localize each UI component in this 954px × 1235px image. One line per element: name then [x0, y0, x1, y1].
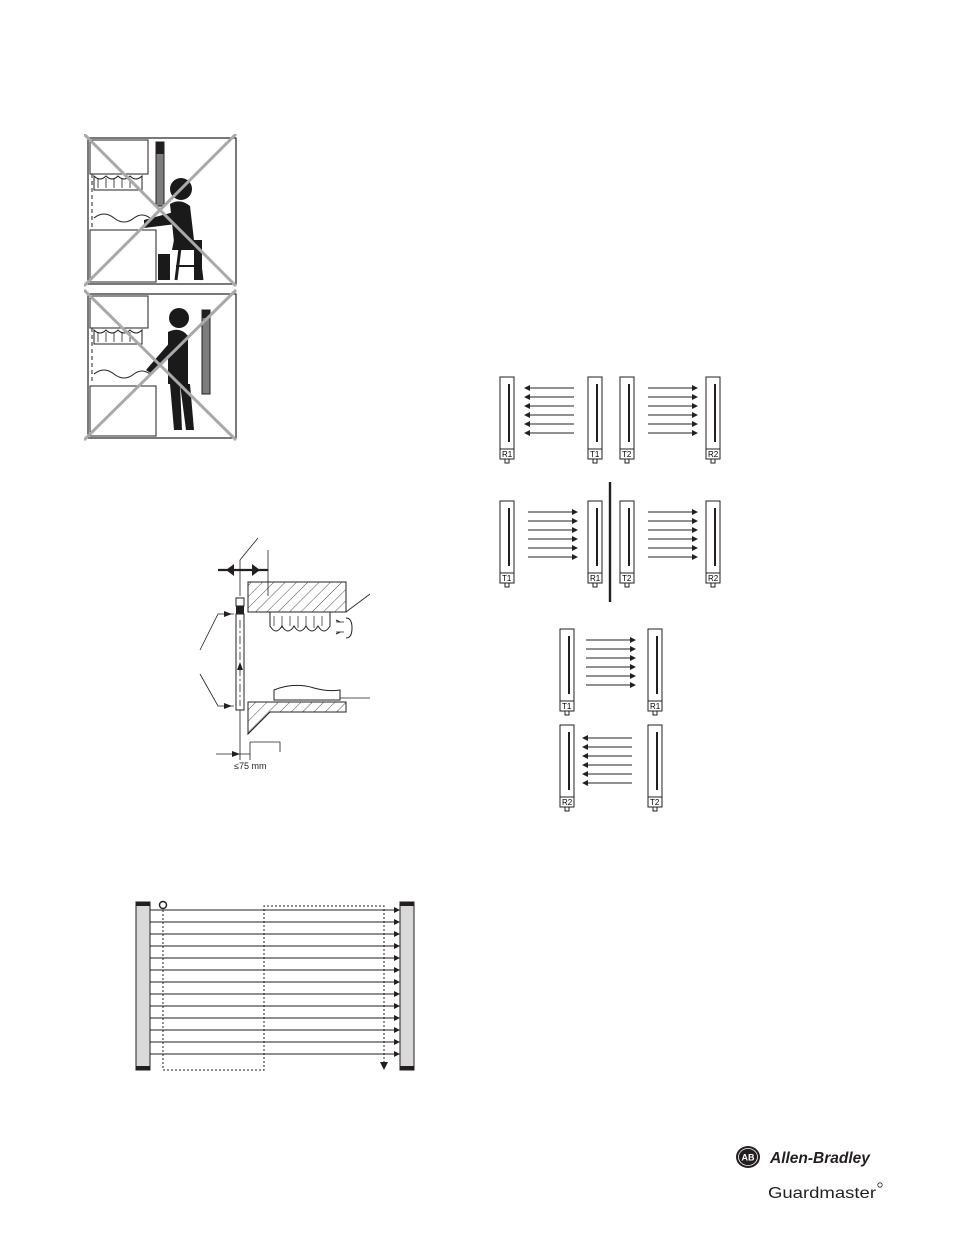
cascade-config-bottom: [556, 626, 668, 818]
sensor-label: T1: [502, 574, 512, 583]
max-gap-dimension-label: ≤75 mm: [234, 761, 267, 771]
light-curtain-side-view: [236, 598, 244, 710]
guardmaster-logo: [766, 1178, 886, 1204]
sensor-label: T2: [650, 798, 660, 807]
cascade-config-top: [496, 374, 726, 468]
logo-badge-text: AB: [741, 1152, 755, 1163]
sensor-label: R2: [562, 798, 573, 807]
sensor-label: T1: [562, 702, 572, 711]
sensor-label: T2: [622, 574, 632, 583]
allen-bradley-logo: [734, 1142, 884, 1174]
logo-name-text: Allen-Bradley: [770, 1150, 870, 1167]
sub-brand-text: Guardmaster: [768, 1185, 877, 1202]
gap-dimension-arrow: [218, 564, 268, 576]
sensor-label: R1: [590, 574, 601, 583]
sensor-label: T1: [590, 450, 600, 459]
light-beams: [150, 910, 396, 1054]
sensor-label: R1: [650, 702, 661, 711]
sensor-label: T2: [622, 450, 632, 459]
incorrect-installation-figure: [84, 134, 240, 442]
mounting-distance-figure: [190, 530, 380, 775]
cascade-config-middle: [496, 482, 726, 602]
beam-reflection-figure: [132, 896, 424, 1078]
sensor-label: R2: [708, 450, 719, 459]
sensor-label: R1: [502, 450, 513, 459]
reflection-path: [163, 906, 384, 1070]
sensor-label: R2: [708, 574, 719, 583]
upper-die: [270, 612, 352, 638]
